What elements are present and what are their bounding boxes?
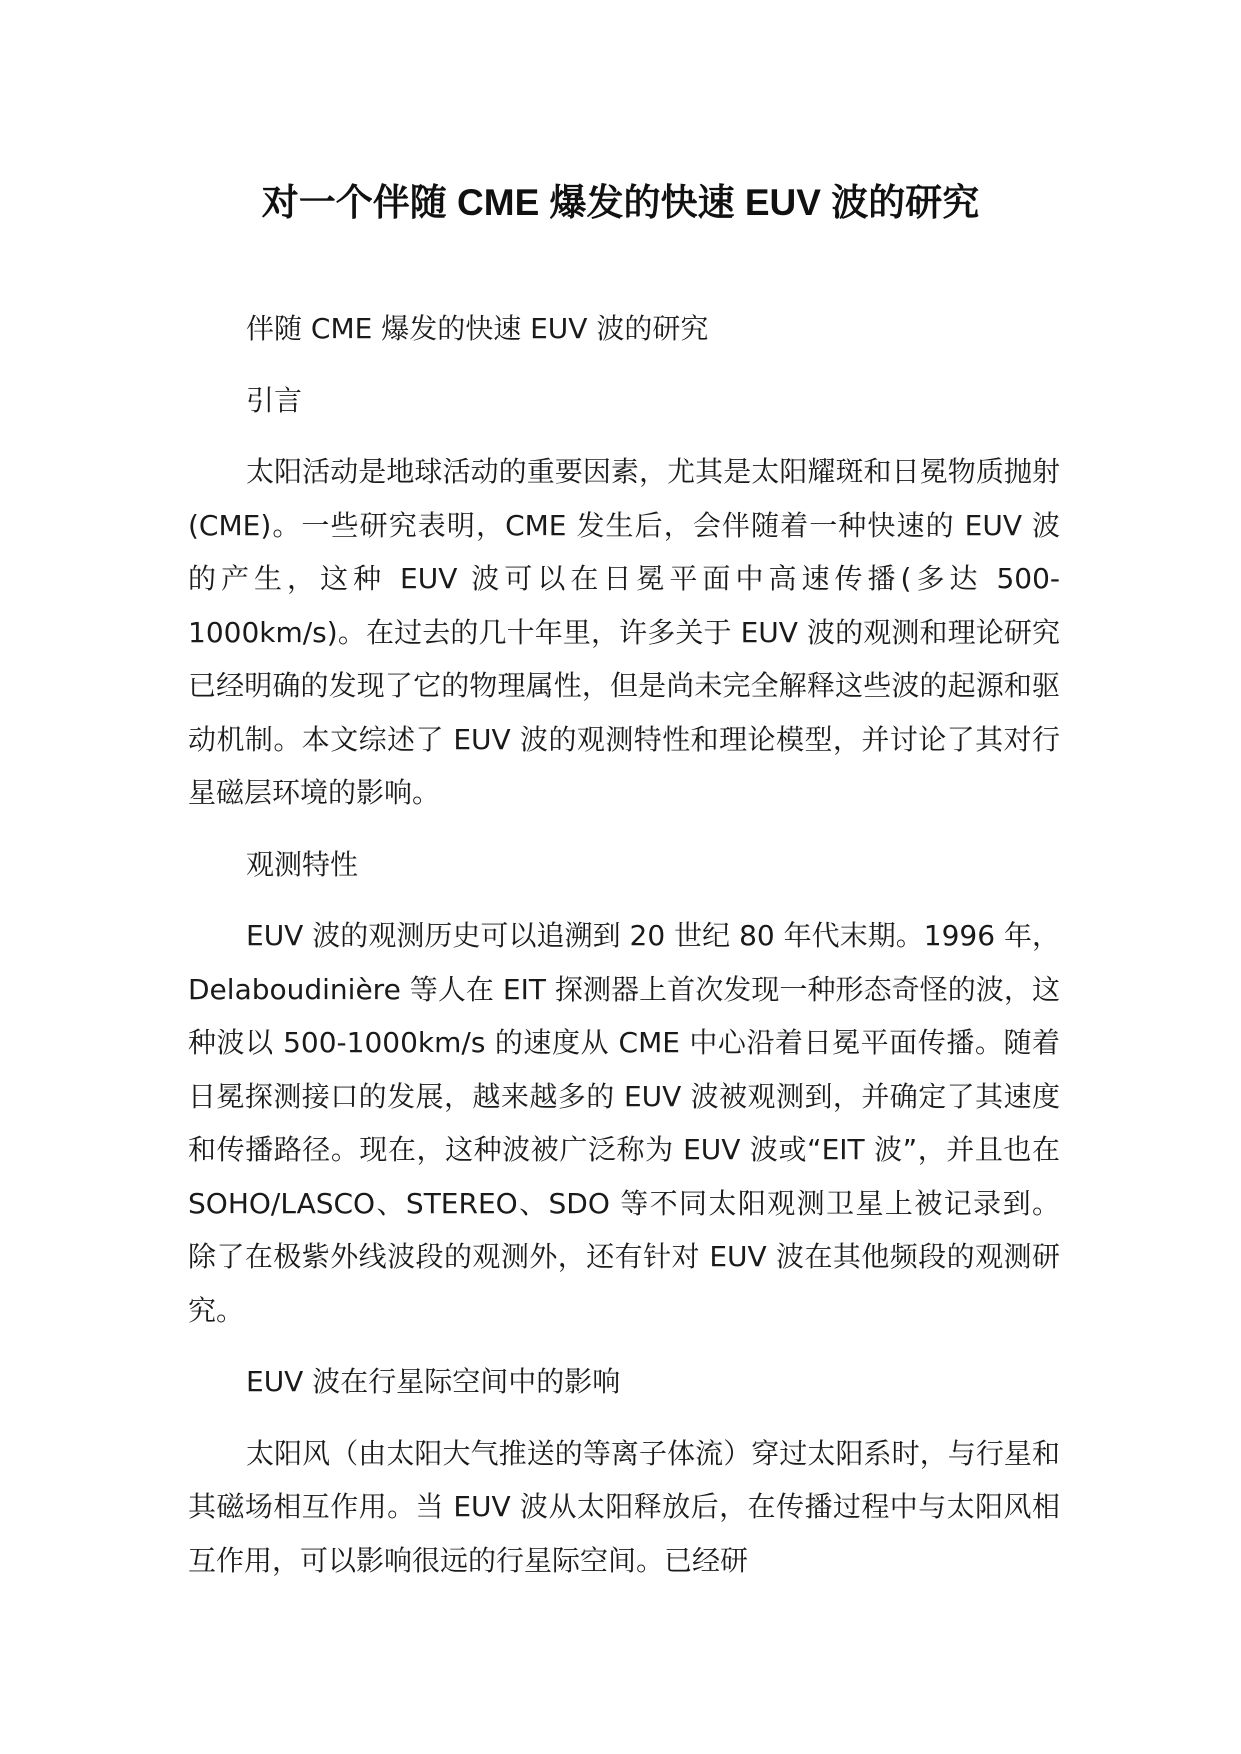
- section-heading-observation: 观测特性: [246, 847, 359, 881]
- section-heading-interplanetary: EUV 波在行星际空间中的影响: [246, 1365, 621, 1398]
- document-body: [188, 302, 1060, 1587]
- section-paragraph-intro: 太阳活动是地球活动的重要因素，尤其是太阳耀斑和日冕物质抛射(CME)。一些研究表明，CME 发生后，会伴随着一种快速的 EUV 波的产生，这种 EUV 波可以在日冕平面中高速传播(多达 500-1000km/s)。在过去的几十年里，许多关于 EUV 波的观测和理论研究已经明确的发现了它的物理属性，但是尚未完全解释这些波的起源和驱动机制。本文综述了 EUV 波的观测特性和理论模型，并讨论了其对行星磁层环境的影响。: [188, 455, 1060, 809]
- section-heading-intro: 引言: [246, 383, 303, 417]
- section-paragraph-observation: EUV 波的观测历史可以追溯到 20 世纪 80 年代末期。1996 年，Delaboudinière 等人在 EIT 探测器上首次发现一种形态奇怪的波，这种波以 500-1000km/s 的速度从 CME 中心沿着日冕平面传播。随着日冕探测接口的发展，越来越多的 EUV 波被观测到，并确定了其速度和传播路径。现在，这种波被广泛称为 EUV 波或“EIT 波”，并且也在 SOHO/LASCO、STEREO、SDO 等不同太阳观测卫星上被记录到。除了在极紫外线波段的观测外，还有针对 EUV 波在其他频段的观测研究。: [188, 919, 1060, 1327]
- document-title: 对一个伴随 CME 爆发的快速 EUV 波的研究: [261, 182, 980, 223]
- section-paragraph-interplanetary: 太阳风（由太阳大气推送的等离子体流）穿过太阳系时，与行星和其磁场相互作用。当 EUV 波从太阳释放后，在传播过程中与太阳风相互作用，可以影响很远的行星际空间。已经研: [188, 1436, 1060, 1577]
- document-subtitle: 伴随 CME 爆发的快速 EUV 波的研究: [246, 312, 709, 345]
